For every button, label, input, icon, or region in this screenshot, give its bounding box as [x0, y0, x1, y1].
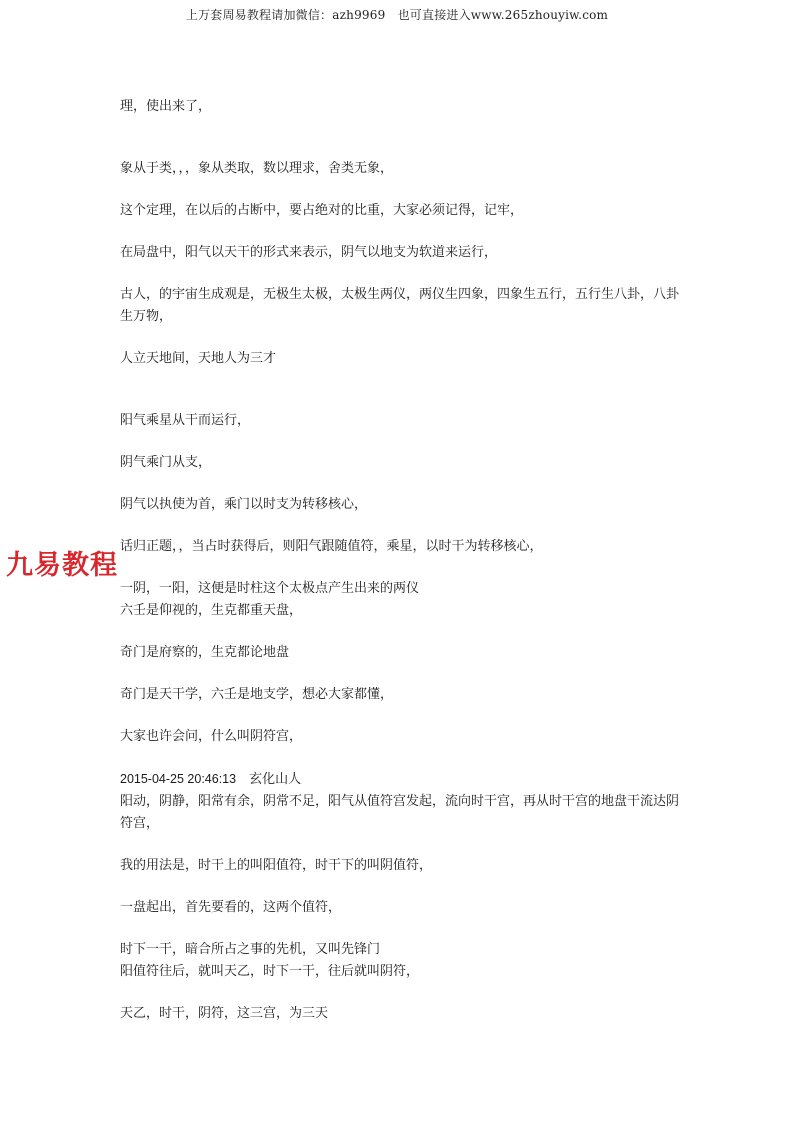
watermark-logo: 九易教程	[6, 550, 118, 581]
paragraph: 时下一干，暗合所占之事的先机，又叫先锋门	[120, 942, 381, 957]
paragraph: 这个定理，在以后的占断中，要占绝对的比重，大家必须记得，记牢，	[120, 203, 524, 218]
page-header: 上万套周易教程请加微信：azh9969 也可直接进入www.265zhouyiw.com	[185, 8, 609, 22]
paragraph: 奇门是天干学，六壬是地支学，想必大家都懂，	[120, 687, 394, 702]
paragraph: 古人，的宇宙生成观是，无极生太极，太极生两仪，两仪生四象，四象生五行，五行生八卦，八卦生万物，	[120, 287, 680, 324]
paragraph: 天乙，时干，阴符，这三宫，为三天	[120, 1006, 329, 1021]
paragraph: 阴气乘门从支，	[120, 455, 212, 470]
paragraph: 象从于类，，，象从类取，数以理求，舍类无象，	[120, 161, 394, 176]
document-body	[120, 96, 690, 1045]
paragraph: 阳值符往后，就叫天乙，时下一干，往后就叫阴符，	[120, 964, 420, 979]
paragraph: 我的用法是，时干上的叫阳值符，时干下的叫阴值符，	[120, 858, 433, 873]
paragraph: 阴气以执使为首，乘门以时支为转移核心，	[120, 497, 368, 512]
paragraph: 阳动，阴静，阳常有余，阴常不足，阳气从值符宫发起，流向时干宫，再从时干宫的地盘干流达阴符宫，	[120, 794, 680, 831]
post-meta	[120, 768, 690, 791]
paragraph: 阳气乘星从干而运行，	[120, 413, 251, 428]
paragraph: 六壬是仰视的，生克都重天盘，	[120, 603, 303, 618]
paragraph: 人立天地间，天地人为三才	[120, 351, 277, 366]
paragraph: 理，使出来了，	[120, 99, 212, 114]
paragraph: 在局盘中，阳气以天干的形式来表示，阴气以地支为软道来运行，	[120, 245, 498, 260]
paragraph: 奇门是府察的，生克都论地盘	[120, 645, 290, 660]
paragraph: 话归正题，，当占时获得后，则阳气跟随值符，乘星，以时干为转移核心，	[120, 539, 543, 554]
paragraph: 一阴，一阳，这便是时柱这个太极点产生出来的两仪	[120, 581, 420, 596]
post-author: 玄化山人	[249, 772, 302, 787]
paragraph: 一盘起出，首先要看的，这两个值符，	[120, 900, 342, 915]
post-timestamp: 2015-04-25 20:46:13	[120, 772, 237, 786]
paragraph: 大家也许会问，什么叫阴符宫，	[120, 729, 303, 744]
